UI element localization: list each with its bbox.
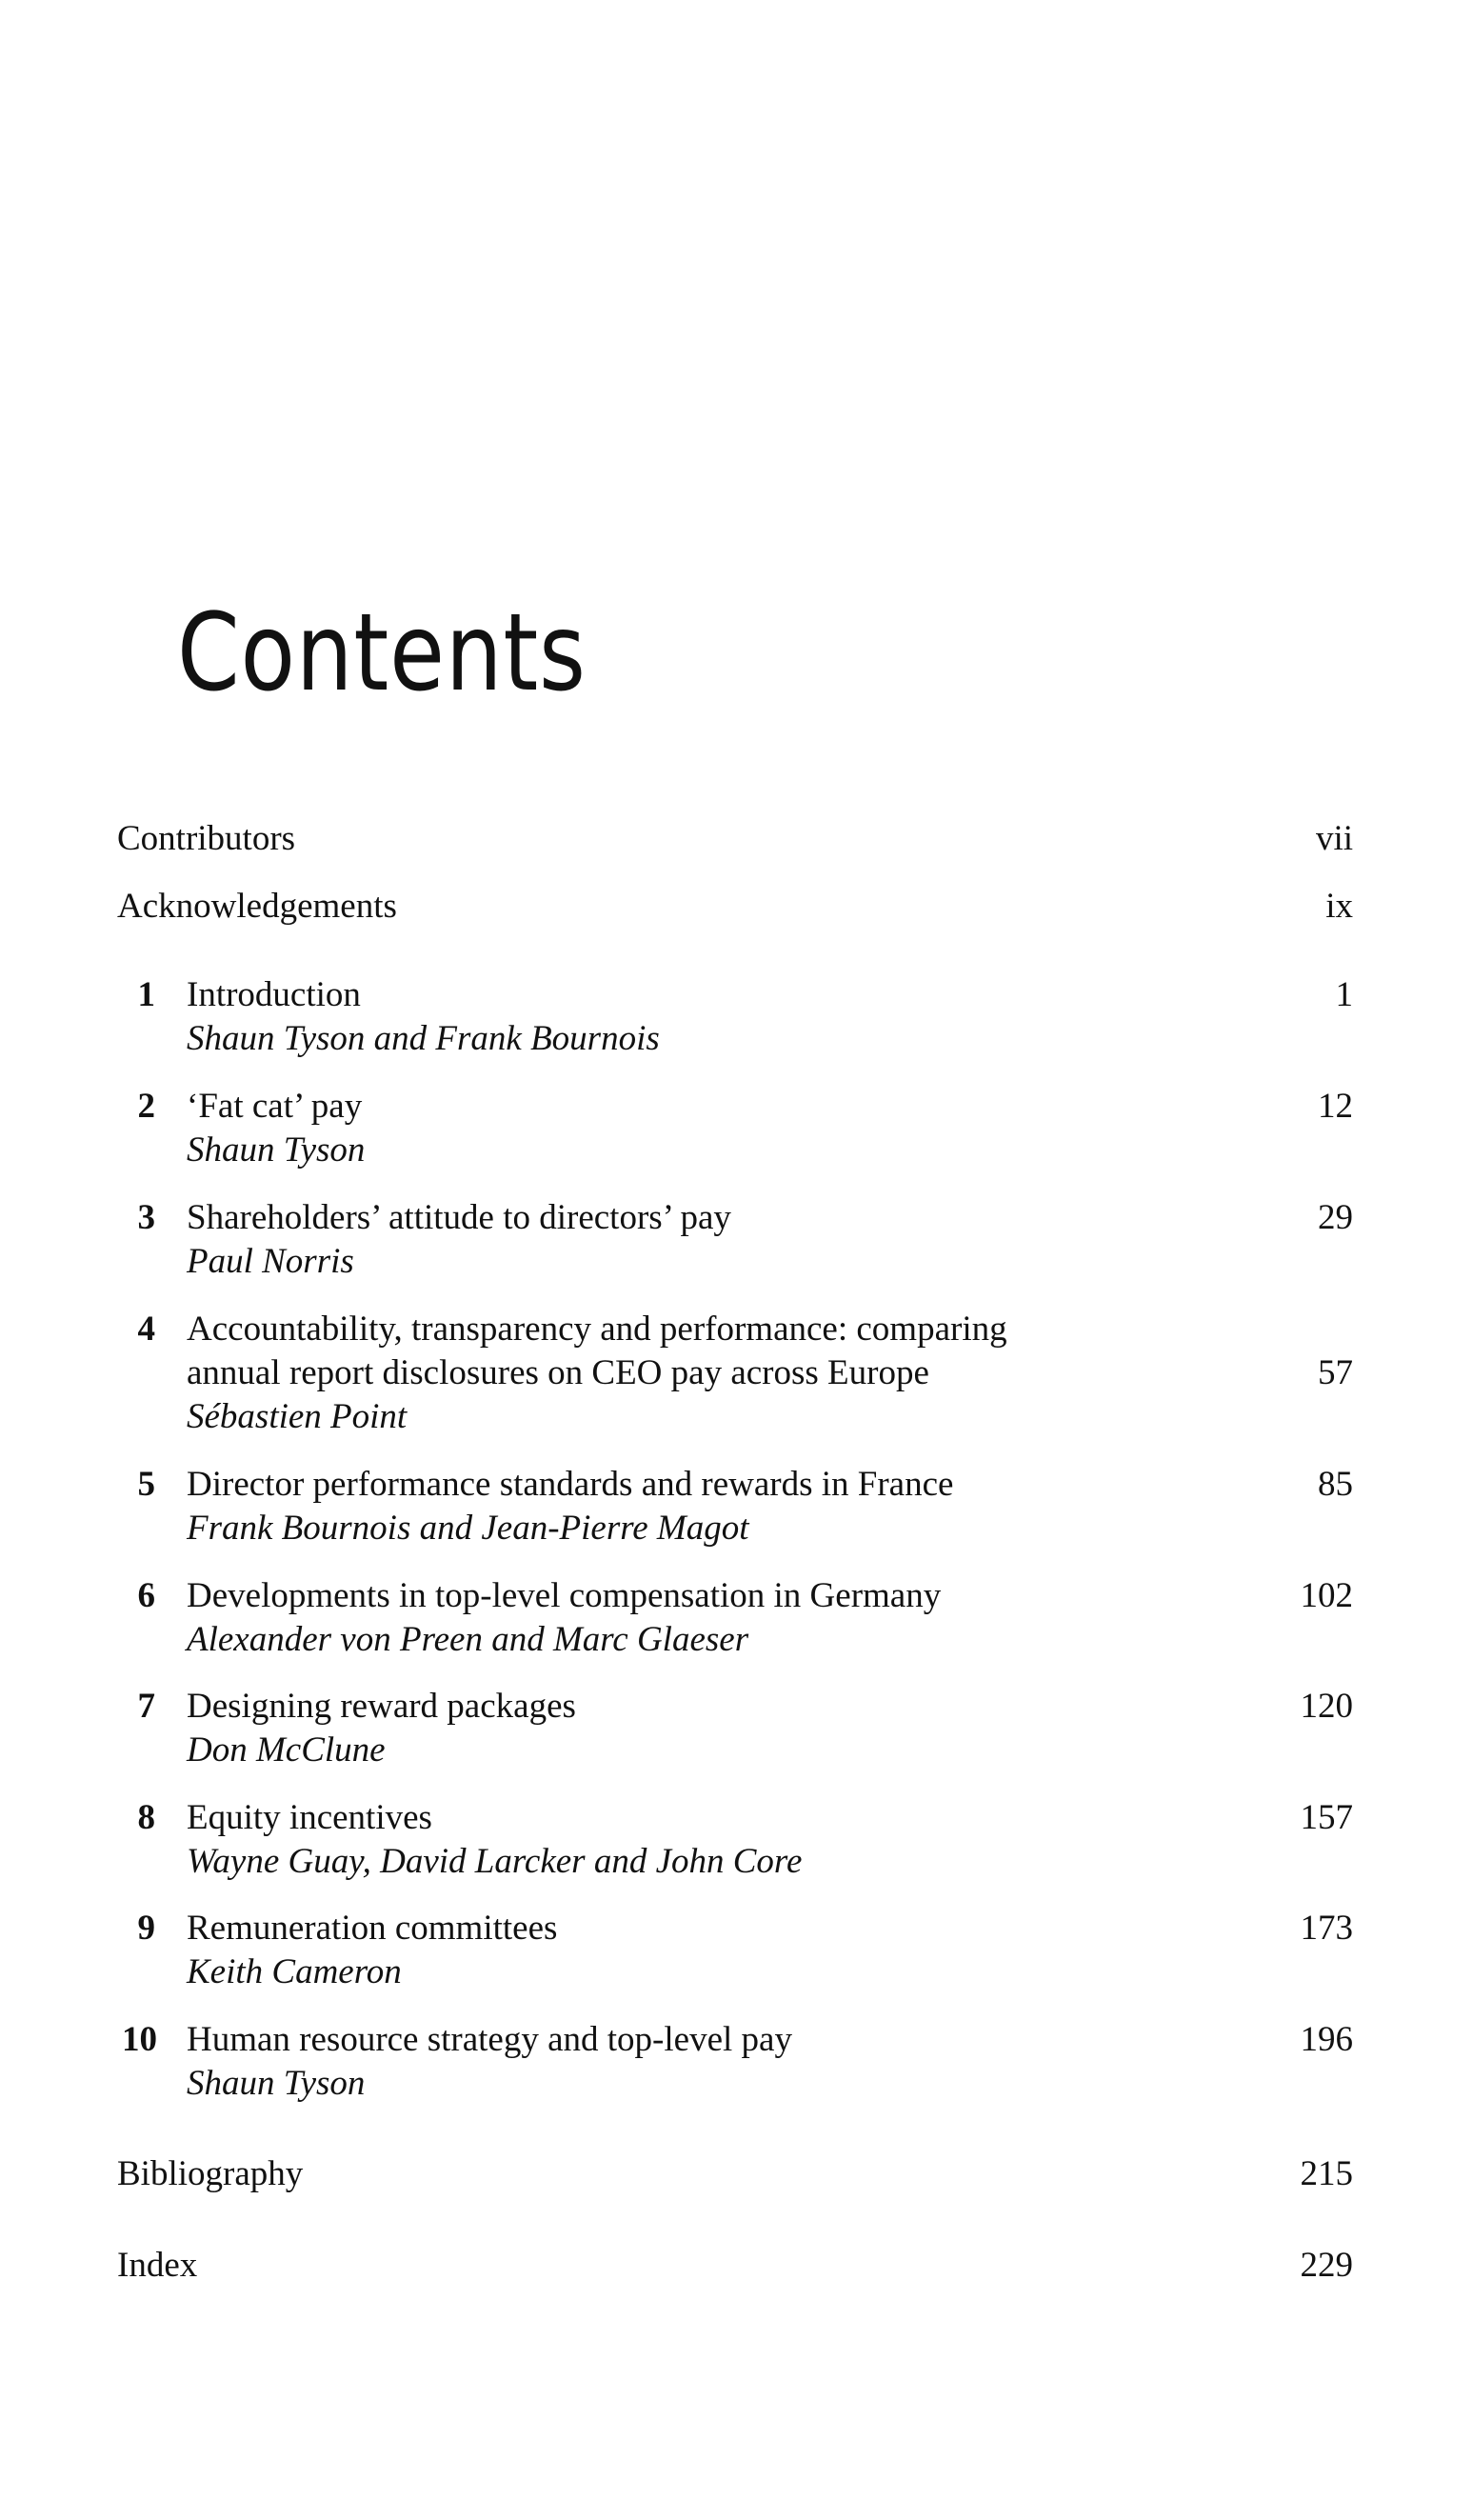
chapter-title: Designing reward packages xyxy=(187,1687,576,1726)
toc-chapter-9[interactable] xyxy=(117,1907,1353,1994)
chapter-title: ‘Fat cat’ pay xyxy=(187,1087,363,1126)
chapter-author: Frank Bournois and Jean-Pierre Magot xyxy=(187,1509,749,1548)
chapter-author: Shaun Tyson xyxy=(187,1130,366,1170)
toc-entry-bibliography[interactable] xyxy=(117,2152,1353,2196)
chapter-page: 85 xyxy=(1318,1465,1353,1504)
toc-entry-contributors[interactable] xyxy=(117,817,1353,861)
chapter-author: Alexander von Preen and Marc Glaeser xyxy=(187,1620,749,1659)
toc-entry-title: Index xyxy=(117,2246,198,2285)
chapter-page: 1 xyxy=(1335,975,1353,1014)
chapter-title-line-2: annual report disclosures on CEO pay across Europe xyxy=(187,1353,929,1392)
chapter-number: 7 xyxy=(137,1687,155,1726)
chapter-page: 120 xyxy=(1300,1687,1353,1726)
chapter-author: Sébastien Point xyxy=(187,1397,408,1436)
chapter-title: Remuneration committees xyxy=(187,1909,558,1948)
chapter-page: 173 xyxy=(1300,1909,1353,1948)
toc-entry-page: vii xyxy=(1315,819,1353,858)
toc-entry-acknowledgements[interactable] xyxy=(117,885,1353,929)
chapter-number: 9 xyxy=(137,1909,155,1948)
chapter-number: 5 xyxy=(137,1465,155,1504)
chapter-page: 102 xyxy=(1300,1576,1353,1615)
toc-entry-page: 229 xyxy=(1300,2246,1353,2285)
chapter-title: Director performance standards and rewards in France xyxy=(187,1465,954,1504)
chapter-author: Paul Norris xyxy=(187,1242,354,1281)
toc-chapter-3[interactable] xyxy=(117,1196,1353,1284)
chapter-number: 2 xyxy=(137,1087,155,1126)
toc-chapter-2[interactable] xyxy=(117,1085,1353,1172)
chapter-title-line-1: Accountability, transparency and performance: comparing xyxy=(187,1310,1007,1349)
chapter-title: Shareholders’ attitude to directors’ pay xyxy=(187,1198,731,1237)
toc-chapter-5[interactable] xyxy=(117,1463,1353,1550)
chapter-page: 29 xyxy=(1318,1198,1353,1237)
toc-chapter-7[interactable] xyxy=(117,1685,1353,1772)
toc-entry-page: 215 xyxy=(1300,2154,1353,2193)
chapter-number: 1 xyxy=(137,975,155,1014)
toc-chapter-10[interactable] xyxy=(117,2018,1353,2106)
chapter-title: Equity incentives xyxy=(187,1798,432,1837)
chapter-author: Wayne Guay, David Larcker and John Core xyxy=(187,1842,803,1881)
chapter-author: Shaun Tyson and Frank Bournois xyxy=(187,1019,660,1058)
chapter-number: 6 xyxy=(137,1576,155,1615)
toc-chapter-1[interactable] xyxy=(117,973,1353,1061)
chapter-page: 12 xyxy=(1318,1087,1353,1126)
chapter-author: Don McClune xyxy=(187,1730,386,1770)
toc-entry-title: Contributors xyxy=(117,819,296,858)
toc-entry-title: Acknowledgements xyxy=(117,887,397,926)
chapter-page: 157 xyxy=(1300,1798,1353,1837)
toc-chapter-8[interactable] xyxy=(117,1796,1353,1884)
toc-entry-title: Bibliography xyxy=(117,2154,304,2193)
toc-entry-index[interactable] xyxy=(117,2244,1353,2288)
chapter-number: 10 xyxy=(122,2020,157,2059)
chapter-number: 3 xyxy=(137,1198,155,1237)
page-title: Contents xyxy=(177,591,587,715)
chapter-author: Shaun Tyson xyxy=(187,2064,366,2103)
toc-chapter-6[interactable] xyxy=(117,1574,1353,1662)
chapter-number: 4 xyxy=(137,1310,155,1349)
chapter-author: Keith Cameron xyxy=(187,1952,402,1991)
chapter-number: 8 xyxy=(137,1798,155,1837)
toc-chapter-4[interactable] xyxy=(117,1308,1353,1439)
chapter-title: Introduction xyxy=(187,975,361,1014)
chapter-title: Human resource strategy and top-level pay xyxy=(187,2020,792,2059)
chapter-page: 57 xyxy=(1318,1353,1353,1392)
chapter-page: 196 xyxy=(1300,2020,1353,2059)
chapter-title: Developments in top-level compensation in Germany xyxy=(187,1576,942,1615)
toc-entry-page: ix xyxy=(1325,887,1353,926)
